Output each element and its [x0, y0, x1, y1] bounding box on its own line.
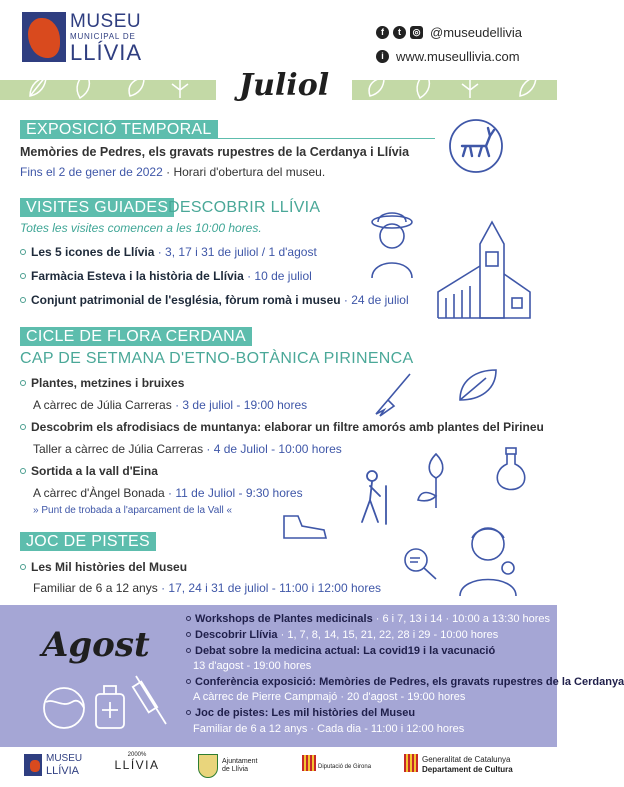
agost-item — [186, 676, 624, 688]
twitter-icon[interactable]: t — [393, 26, 406, 39]
agost-item-sub — [193, 691, 465, 703]
flora-when: · 3 de juliol - 19:00 hores — [171, 398, 308, 412]
flora-title: Sortida a la vall d'Eina — [31, 464, 158, 478]
visita-title: Farmàcia Esteva i la història de Llívia — [31, 269, 244, 283]
agost-item-sub: 13 d'agost - 19:00 hores — [193, 660, 312, 672]
footer-diputacio-text: Diputació de Girona — [318, 764, 372, 770]
footer-llivia-main: LLÍVIA — [114, 757, 160, 772]
logo-mark-icon — [22, 12, 66, 62]
bullet-icon — [20, 380, 26, 386]
footer-diputacio-logo — [302, 752, 372, 780]
agost-item-when: · 20 d'agost - 19:00 hores — [337, 691, 466, 703]
flora-heading: CICLE DE FLORA CERDANA — [20, 327, 252, 346]
bullet-icon — [20, 468, 26, 474]
logo-line2: MUNICIPAL DE — [70, 32, 136, 41]
footer-generalitat-logo — [404, 752, 544, 780]
leaf-icon — [456, 366, 500, 404]
broom-icon — [370, 370, 418, 418]
bullet-icon — [20, 424, 26, 430]
diputacio-flag-icon — [302, 755, 316, 771]
visita-item — [20, 245, 317, 259]
joc-title: Les Mil històries del Museu — [31, 560, 188, 574]
potion-bottle-icon — [494, 446, 528, 494]
church-icon — [436, 214, 532, 322]
bullet-icon — [186, 679, 191, 684]
joc-when: · 17, 24 i 31 de juliol - 11:00 i 12:00 hores — [157, 581, 381, 595]
instagram-icon[interactable]: ◎ — [410, 26, 423, 39]
joc-heading: JOC DE PISTES — [20, 532, 156, 551]
visites-heading: VISITES GUIADES — [20, 198, 174, 217]
agost-item-when: · 1, 7, 8, 14, 15, 21, 22, 28 i 29 - 10:00 hores — [277, 629, 499, 641]
footer-museu-logo — [24, 752, 84, 780]
bullet-icon — [186, 710, 191, 715]
visita-dates: · 24 de juliol — [340, 293, 409, 307]
bullet-icon — [186, 648, 191, 653]
footer-llivia-logo — [112, 752, 162, 780]
expo-title: Memòries de Pedres, els gravats rupestres de la Cerdanya i Llívia — [20, 145, 410, 159]
joc-audience: Familiar de 6 a 12 anys — [33, 581, 158, 595]
bullet-icon — [20, 297, 26, 303]
agost-item — [186, 645, 495, 657]
agost-item-title: Conferència exposició: Memòries de Pedres, els gravats rupestres de la Cerdanya — [195, 676, 624, 688]
footer-ajuntament-line1: Ajuntament — [222, 758, 258, 765]
expo-heading: EXPOSICIÓ TEMPORAL — [20, 120, 218, 139]
shield-icon — [198, 754, 218, 778]
bullet-icon — [20, 564, 26, 570]
visita-dates: · 10 de juliol — [243, 269, 312, 283]
agost-item — [186, 707, 415, 719]
flora-subheading: CAP DE SETMANA D'ETNO-BOTÀNICA PIRINENCA — [20, 350, 414, 367]
visites-subheading: DESCOBRIR LLÍVIA — [168, 199, 321, 216]
agost-item — [186, 613, 550, 625]
flora-title: Descobrim els afrodisiacs de muntanya: elaborar un filtre amorós amb plantes del Pirineu — [31, 420, 544, 434]
joc-title-line — [20, 560, 187, 574]
flower-icon — [414, 450, 458, 510]
agost-title: Agost — [42, 625, 150, 665]
bullet-icon — [186, 632, 191, 637]
medicine-illustration-icon — [36, 668, 176, 732]
agost-item-title: Workshops de Plantes medicinals — [195, 613, 373, 625]
generalitat-flag-icon — [404, 754, 418, 772]
bullet-icon — [186, 616, 191, 621]
agost-item-title: Joc de pistes: Les mil històries del Museu — [195, 707, 416, 719]
flora-when: · 11 de Juliol - 9:30 hores — [164, 486, 303, 500]
footer-ajuntament-logo — [198, 752, 268, 780]
month-title: Juliol — [216, 64, 352, 108]
flora-item-details — [33, 486, 303, 500]
logo-line3: LLÍVIA — [70, 40, 143, 65]
flora-when: · 4 de Juliol - 10:00 hores — [203, 442, 342, 456]
joc-details — [33, 581, 381, 595]
agost-item-by: A càrrec de Pierre Campmajó — [193, 691, 338, 703]
social-links — [376, 22, 546, 66]
museu-mark-red-icon — [30, 760, 40, 772]
child-detective-icon — [452, 522, 532, 598]
meeting-point: » Punt de trobada a l'aparcament de la Vall « — [33, 505, 233, 516]
bullet-icon — [20, 249, 26, 255]
expo-date: Fins el 2 de gener de 2022 — [20, 165, 163, 179]
agost-item-when: · Cada dia - 11:00 i 12:00 hores — [307, 723, 465, 735]
social-handle[interactable]: @museudellivia — [430, 24, 522, 40]
magnifier-icon — [402, 546, 440, 582]
flora-by: A càrrec d'Àngel Bonada — [33, 486, 165, 500]
hiker-icon — [350, 468, 394, 526]
museu-logo — [22, 12, 147, 66]
agost-item-title: Descobrir Llívia — [195, 629, 278, 641]
visita-title: Les 5 icones de Llívia — [31, 245, 155, 259]
bullet-icon — [20, 273, 26, 279]
logo-line1: MUSEU — [70, 11, 142, 32]
flora-item-details — [33, 442, 342, 456]
flora-item-title — [20, 420, 544, 434]
agost-item-when: · 6 i 7, 13 i 14 · 10:00 a 13:30 hores — [372, 613, 551, 625]
flora-by: A càrrec de Júlia Carreras — [33, 398, 172, 412]
visites-note: Totes les visites comencen a les 10:00 hores. — [20, 221, 262, 235]
visita-item — [20, 269, 312, 283]
expo-details — [20, 165, 325, 179]
footer-generalitat-line2: Departament de Cultura — [422, 765, 513, 774]
footer-museu-line2: LLÍVIA — [46, 765, 80, 777]
footer-generalitat-line1: Generalitat de Catalunya — [422, 755, 511, 764]
agost-item-sub — [193, 723, 464, 735]
flora-item-title — [20, 376, 184, 390]
agost-item-audience: Familiar de 6 a 12 anys — [193, 723, 308, 735]
visita-dates: · 3, 17 i 31 de juliol / 1 d'agost — [154, 245, 317, 259]
flora-by: Taller a càrrec de Júlia Carreras — [33, 442, 204, 456]
flora-title: Plantes, metzines i bruixes — [31, 376, 185, 390]
expo-sep: · — [162, 165, 174, 179]
ibex-engraving-icon — [448, 118, 504, 174]
agost-item — [186, 629, 498, 641]
footer-llivia-top: 2000% — [127, 752, 147, 758]
footer-ajuntament-line2: de Llívia — [222, 766, 249, 773]
visita-item — [20, 293, 409, 307]
website-link[interactable]: www.museullivia.com — [396, 48, 520, 64]
flora-item-title — [20, 464, 158, 478]
expo-hours: Horari d'obertura del museu. — [173, 165, 326, 179]
footer-museu-line1: MUSEU — [46, 753, 83, 764]
facebook-icon[interactable]: f — [376, 26, 389, 39]
expo-rule — [215, 138, 435, 139]
agost-item-title: Debat sobre la medicina actual: La covid19 i la vacunació — [195, 645, 496, 657]
guide-person-icon — [366, 208, 418, 280]
info-icon: i — [376, 50, 389, 63]
flora-item-details — [33, 398, 307, 412]
visita-title: Conjunt patrimonial de l'església, fòrum romà i museu — [31, 293, 341, 307]
boot-icon — [280, 512, 330, 544]
